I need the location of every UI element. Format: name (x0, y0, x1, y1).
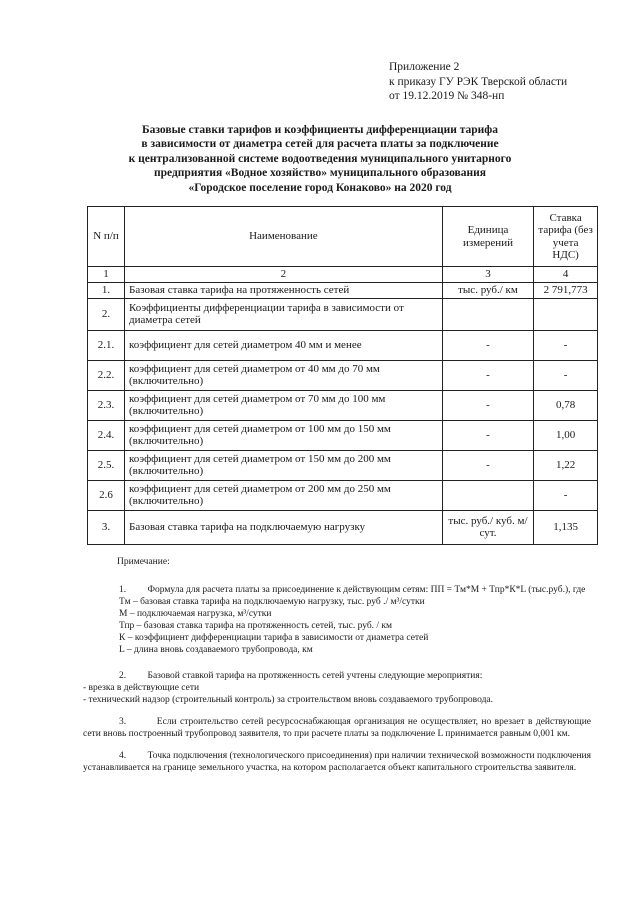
row-num: 1. (88, 282, 125, 298)
table-row (88, 420, 598, 450)
appendix-order-line: к приказу ГУ РЭК Тверской области (389, 75, 568, 88)
row-unit: - (442, 420, 534, 450)
table-row (88, 298, 598, 330)
note-1-definition: L – длина вновь создаваемого трубопровода, км (119, 645, 313, 655)
row-name: коэффициент для сетей диаметром 40 мм и менее (125, 330, 443, 360)
title-line: предприятия «Водное хозяйство» муниципального образования (154, 167, 486, 180)
note-1-definition: К – коэффициент дифференциации тарифа в зависимости от диаметра сетей (119, 633, 429, 643)
row-num: 2.2. (88, 360, 125, 390)
row-rate: 1,135 (534, 510, 598, 544)
note-2: 2. Базовой ставкой тарифа на протяженность сетей учтены следующие мероприятия: (119, 671, 483, 681)
row-num: 3. (88, 510, 125, 544)
row-unit: - (442, 450, 534, 480)
row-unit: - (442, 330, 534, 360)
title-line: к централизованной системе водоотведения муниципального унитарного (128, 152, 512, 165)
row-unit: - (442, 390, 534, 420)
note-1-definition: Тм – базовая ставка тарифа на подключаемую нагрузку, тыс. руб ./ м³/сутки (119, 597, 425, 607)
header-unit: Единица измерений (442, 207, 534, 267)
notes-section (83, 556, 591, 774)
index-cell: 1 (88, 267, 125, 283)
row-num: 2.6 (88, 480, 125, 510)
row-rate: - (534, 480, 598, 510)
table-row (88, 360, 598, 390)
row-name: коэффициент для сетей диаметром от 200 мм до 250 мм (включительно) (125, 480, 443, 510)
table-header-row (88, 207, 598, 267)
row-name: Базовая ставка тарифа на протяженность сетей (125, 282, 443, 298)
table-row (88, 510, 598, 544)
note-2-item: - технический надзор (строительный контроль) за строительством вновь создаваемого трубопровода. (83, 695, 494, 705)
note-1-formula: 1. Формула для расчета платы за присоединение к действующим сетям: ПП = Тм*М + Тпр*К*L (тыс.руб.), где (119, 585, 586, 595)
row-unit: - (442, 360, 534, 390)
table-row (88, 390, 598, 420)
row-unit (442, 480, 534, 510)
row-unit: тыс. руб./ км (442, 282, 534, 298)
document-title (80, 123, 560, 195)
row-name: коэффициент для сетей диаметром от 100 мм до 150 мм (включительно) (125, 420, 443, 450)
header-name: Наименование (125, 207, 443, 267)
table-row (88, 480, 598, 510)
index-cell: 4 (534, 267, 598, 283)
table-row (88, 450, 598, 480)
row-unit: тыс. руб./ куб. м/сут. (442, 510, 534, 544)
title-line: в зависимости от диаметра сетей для расчета платы за подключение (141, 138, 499, 151)
note-4: 4. Точка подключения (технологического присоединения) при наличии технической возможности подключения устанавливается на границе земельного участка, на котором располагается объект капитального строительства заявителя. (83, 751, 591, 773)
table-index-row (88, 267, 598, 283)
row-num: 2.4. (88, 420, 125, 450)
notes-heading: Примечание: (117, 557, 170, 567)
header-rate: Ставка тарифа (без учета НДС) (534, 207, 598, 267)
index-cell: 3 (442, 267, 534, 283)
table-row (88, 330, 598, 360)
note-2-item: - врезка в действующие сети (83, 683, 200, 693)
header-num: N п/п (88, 207, 125, 267)
index-cell: 2 (125, 267, 443, 283)
row-rate (534, 298, 598, 330)
row-name: коэффициент для сетей диаметром от 150 мм до 200 мм (включительно) (125, 450, 443, 480)
appendix-reference (389, 60, 629, 104)
row-rate: - (534, 330, 598, 360)
row-rate: 1,00 (534, 420, 598, 450)
note-1-definition: М – подключаемая нагрузка, м³/сутки (119, 609, 272, 619)
row-num: 2. (88, 298, 125, 330)
title-line: «Городское поселение город Конаково» на 2020 год (188, 181, 452, 194)
note-1-definition: Тпр – базовая ставка тарифа на протяженность сетей, тыс. руб. / км (119, 621, 393, 631)
row-rate: 2 791,773 (534, 282, 598, 298)
row-unit (442, 298, 534, 330)
appendix-line: Приложение 2 (389, 61, 460, 73)
tariff-table (87, 206, 598, 545)
row-name: Коэффициенты дифференциации тарифа в зависимости от диаметра сетей (125, 298, 443, 330)
row-name: коэффициент для сетей диаметром от 40 мм до 70 мм (включительно) (125, 360, 443, 390)
row-num: 2.1. (88, 330, 125, 360)
row-num: 2.3. (88, 390, 125, 420)
row-rate: - (534, 360, 598, 390)
row-name: Базовая ставка тарифа на подключаемую нагрузку (125, 510, 443, 544)
title-line: Базовые ставки тарифов и коэффициенты дифференциации тарифа (142, 124, 498, 136)
row-num: 2.5. (88, 450, 125, 480)
note-3: 3. Если строительство сетей ресурсоснабжающая организация не осуществляет, но врезает в действующие сети вновь построенный трубопровод заявителя, то при расчете платы за подключение L принимается равным 0,001 км. (83, 717, 591, 739)
table-row (88, 282, 598, 298)
row-rate: 0,78 (534, 390, 598, 420)
appendix-date-line: от 19.12.2019 № 348-нп (389, 90, 505, 102)
row-rate: 1,22 (534, 450, 598, 480)
row-name: коэффициент для сетей диаметром от 70 мм до 100 мм (включительно) (125, 390, 443, 420)
